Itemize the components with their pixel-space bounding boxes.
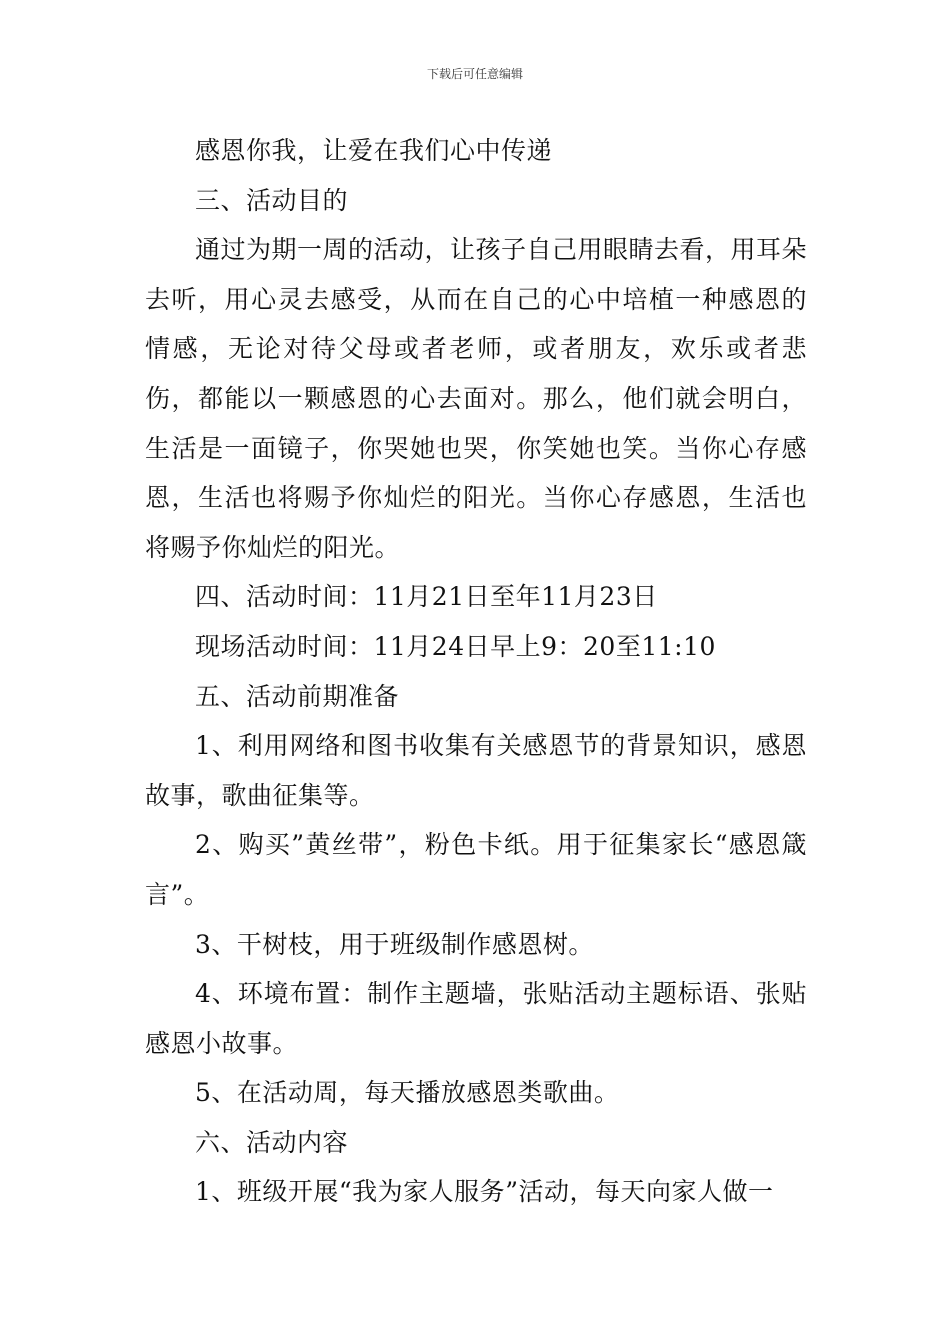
paragraph-purpose: 通过为期一周的活动，让孩子自己用眼睛去看，用耳朵去听，用心灵去感受，从而在自己的心中培植一种感恩的情感，无论对待父母或者老师，或者朋友，欢乐或者悲伤，都能以一颗感恩的心去面对。那么，他们就会明白，生活是一面镜子，你哭她也哭，你笑她也笑。当你心存感恩，生活也将赐予你灿烂的阳光。当你心存感恩，生活也将赐予你灿烂的阳光。: [145, 235, 808, 562]
section-heading-purpose: 三、活动目的: [195, 185, 349, 215]
section-heading-time: 四、活动时间：11月21日至年11月23日: [195, 582, 658, 612]
list-item-preparation-4: 4、环境布置：制作主题墙，张贴活动主题标语、张贴感恩小故事。: [145, 979, 807, 1058]
list-item-preparation-1: 1、利用网络和图书收集有关感恩节的背景知识，感恩故事，歌曲征集等。: [145, 731, 807, 810]
document-body: [145, 126, 807, 1217]
list-item-preparation-3: 3、干树枝，用于班级制作感恩树。: [195, 929, 594, 959]
list-item-content-1: 1、班级开展“我为家人服务”活动，每天向家人做一: [195, 1177, 774, 1207]
list-item-preparation-2: 2、购买”黄丝带”，粉色卡纸。用于征集家长“感恩箴言”。: [145, 830, 807, 909]
section-heading-content: 六、活动内容: [195, 1127, 349, 1157]
list-item-preparation-5: 5、在活动周，每天播放感恩类歌曲。: [195, 1078, 620, 1108]
section-heading-preparation: 五、活动前期准备: [195, 681, 400, 711]
page-header: 下载后可任意编辑: [426, 67, 523, 81]
paragraph-onsite-time: 现场活动时间：11月24日早上9：20至11:10: [195, 631, 716, 661]
paragraph-slogan: 感恩你我，让爱在我们心中传递: [195, 136, 553, 165]
